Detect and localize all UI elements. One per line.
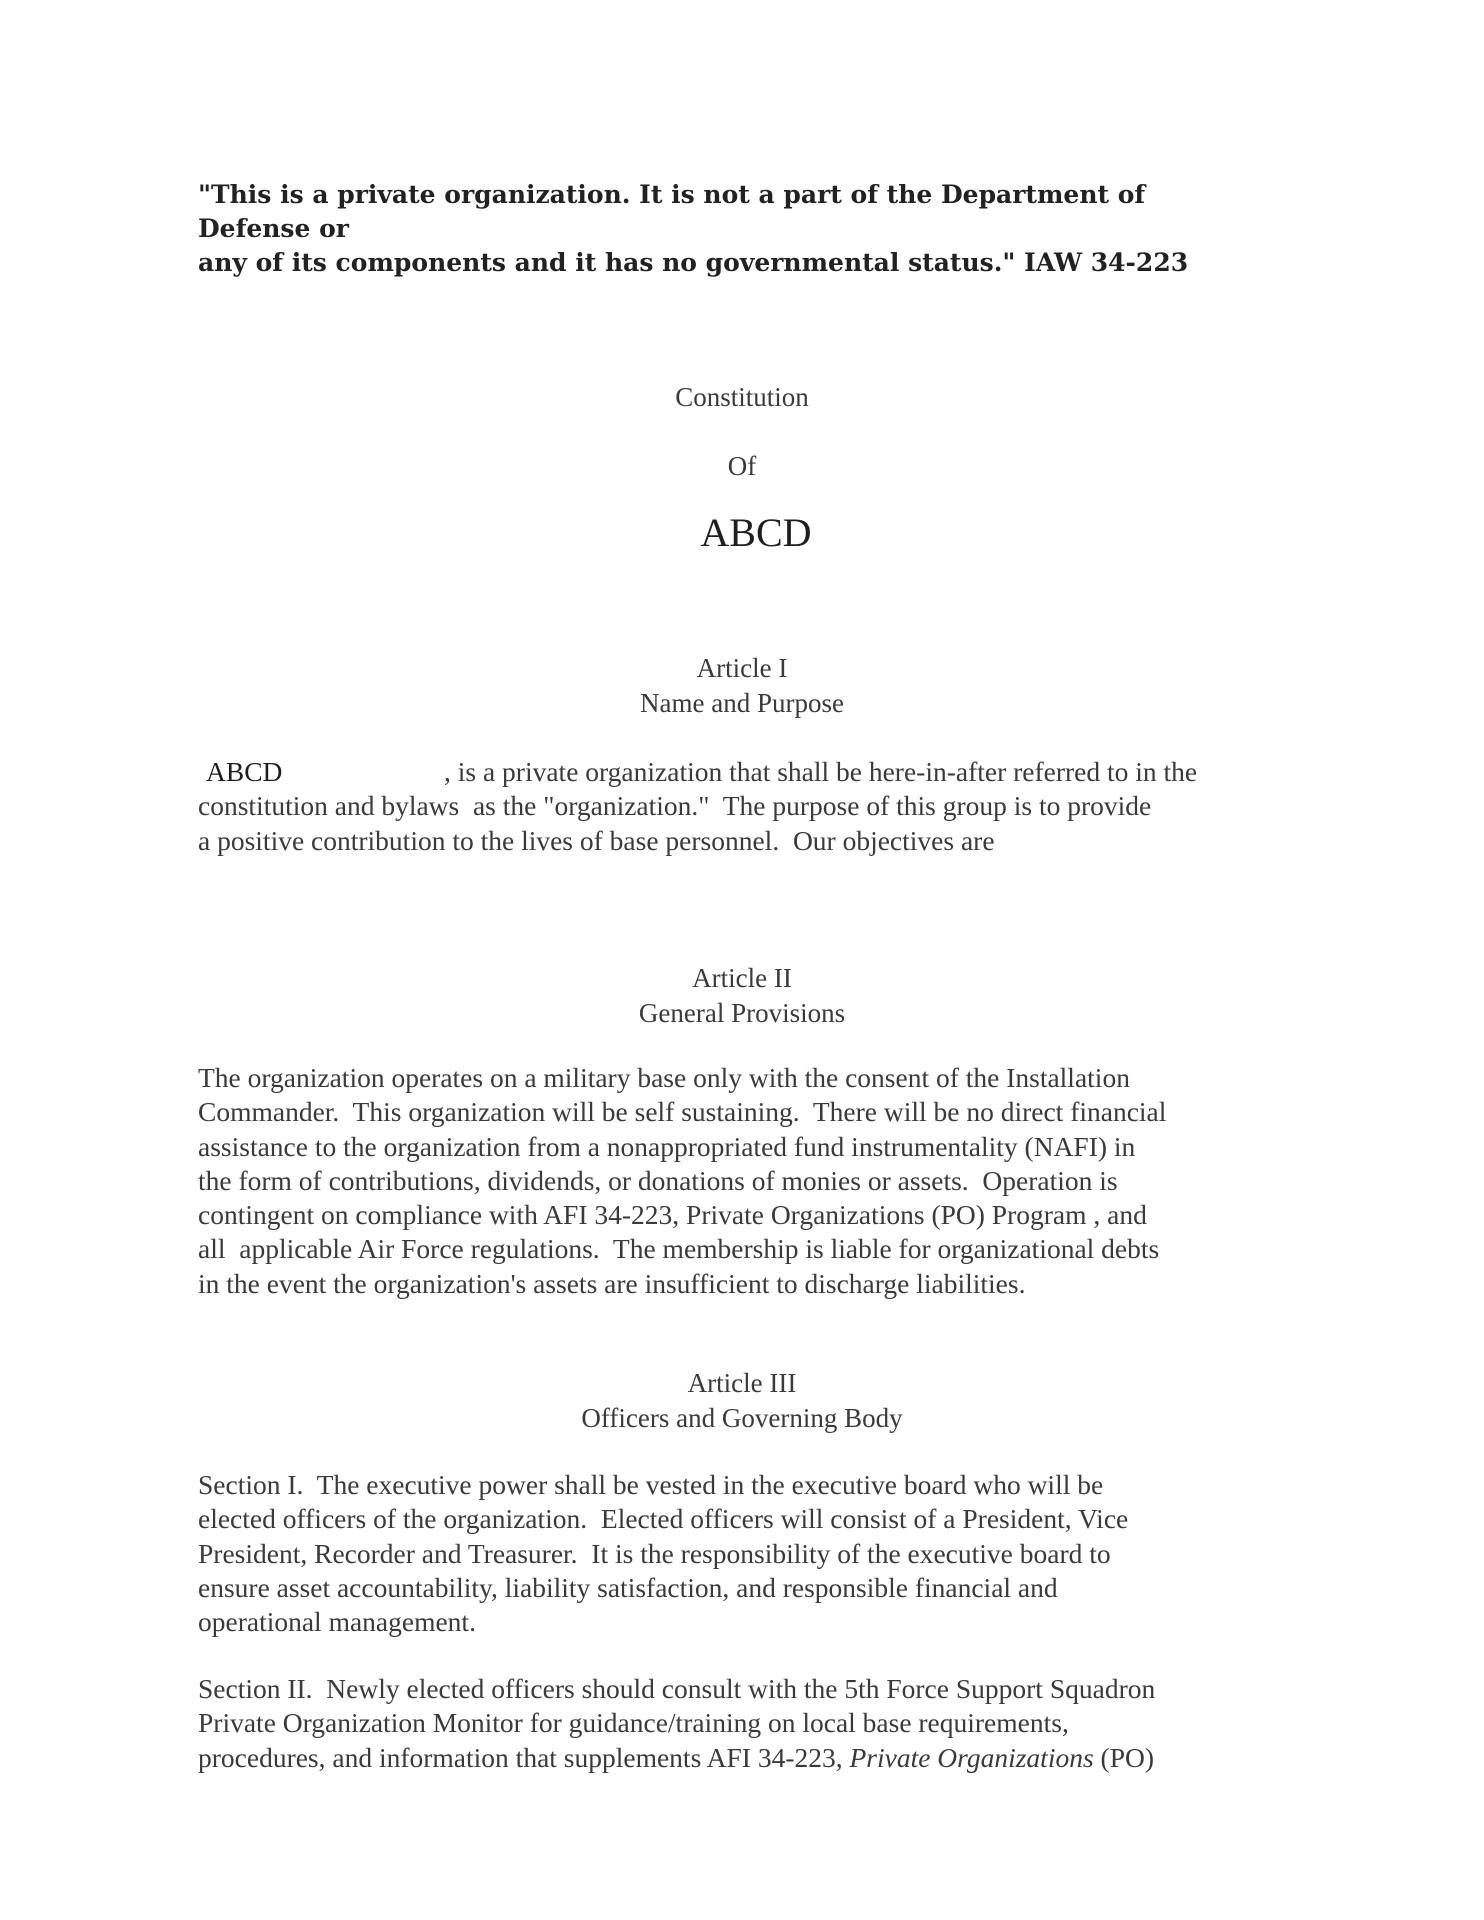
section-2-line-1: Section II. Newly elected officers should consult with the 5th Force Support Squadron <box>198 1673 1156 1704</box>
article-1-paragraph <box>198 755 1258 858</box>
section-2-line-3-end: (PO) <box>1093 1741 1155 1773</box>
article-2-line: the form of contributions, dividends, or donations of monies or assets. Operation is <box>198 1164 1118 1196</box>
article-2-line: all applicable Air Force regulations. The membership is liable for organizational debts <box>198 1233 1160 1265</box>
section-2-line-3-start: procedures, and information that supplements AFI 34-223, <box>198 1741 850 1773</box>
title-constitution: Constitution <box>675 382 809 412</box>
article-1-line-3: a positive contribution to the lives of base personnel. Our objectives are <box>198 824 995 856</box>
article-2-line: assistance to the organization from a nonappropriated fund instrumentality (NAFI) in <box>198 1130 1136 1162</box>
article-3-name: Officers and Governing Body <box>581 1403 903 1433</box>
section-2-italic-title: Private Organizations <box>849 1741 1094 1773</box>
disclaimer-line-2: any of its components and it has no governmental status." IAW 34-223 <box>198 248 1189 277</box>
article-3-number: Article III <box>687 1368 797 1398</box>
article-1-line-1-rest: , is a private organization that shall be here-in-after referred to in the <box>444 756 1198 787</box>
article-2-name: General Provisions <box>638 998 846 1028</box>
article-2-line: in the event the organization's assets are insufficient to discharge liabilities. <box>198 1267 1026 1299</box>
article-2-line: Commander. This organization will be self sustaining. There will be no direct financial <box>198 1096 1167 1128</box>
article-1-name: Name and Purpose <box>640 688 844 718</box>
disclaimer <box>198 178 1258 280</box>
section-1-line: operational management. <box>198 1606 476 1638</box>
section-1-line: President, Recorder and Treasurer. It is the responsibility of the executive board to <box>198 1537 1111 1569</box>
article-1-line-2: constitution and bylaws as the "organization." The purpose of this group is to provide <box>198 790 1152 822</box>
org-name-field: ABCD <box>206 756 283 787</box>
article-2-paragraph <box>198 1061 1258 1301</box>
title-of: Of <box>727 451 757 481</box>
disclaimer-line-1: "This is a private organization. It is not a part of the Department of Defense or <box>198 180 1146 243</box>
title-org-name: ABCD <box>700 510 812 555</box>
section-1-line: elected officers of the organization. Elected officers will consist of a President, Vice <box>198 1503 1129 1535</box>
article-3-section-1 <box>198 1468 1258 1639</box>
article-2-line: The organization operates on a military base only with the consent of the Installation <box>198 1062 1130 1093</box>
section-2-line-2: Private Organization Monitor for guidance/training on local base requirements, <box>198 1707 1069 1739</box>
article-1-line-1 <box>198 755 1258 789</box>
article-1-number: Article I <box>696 653 788 683</box>
section-1-line: ensure asset accountability, liability satisfaction, and responsible financial and <box>198 1571 1058 1603</box>
article-2-line: contingent on compliance with AFI 34-223, Private Organizations (PO) Program , and <box>198 1199 1147 1231</box>
article-2-number: Article II <box>692 963 792 993</box>
section-2-line-3 <box>198 1741 1258 1775</box>
section-1-line: Section I. The executive power shall be vested in the executive board who will be <box>198 1469 1104 1500</box>
article-3-section-2 <box>198 1672 1258 1775</box>
